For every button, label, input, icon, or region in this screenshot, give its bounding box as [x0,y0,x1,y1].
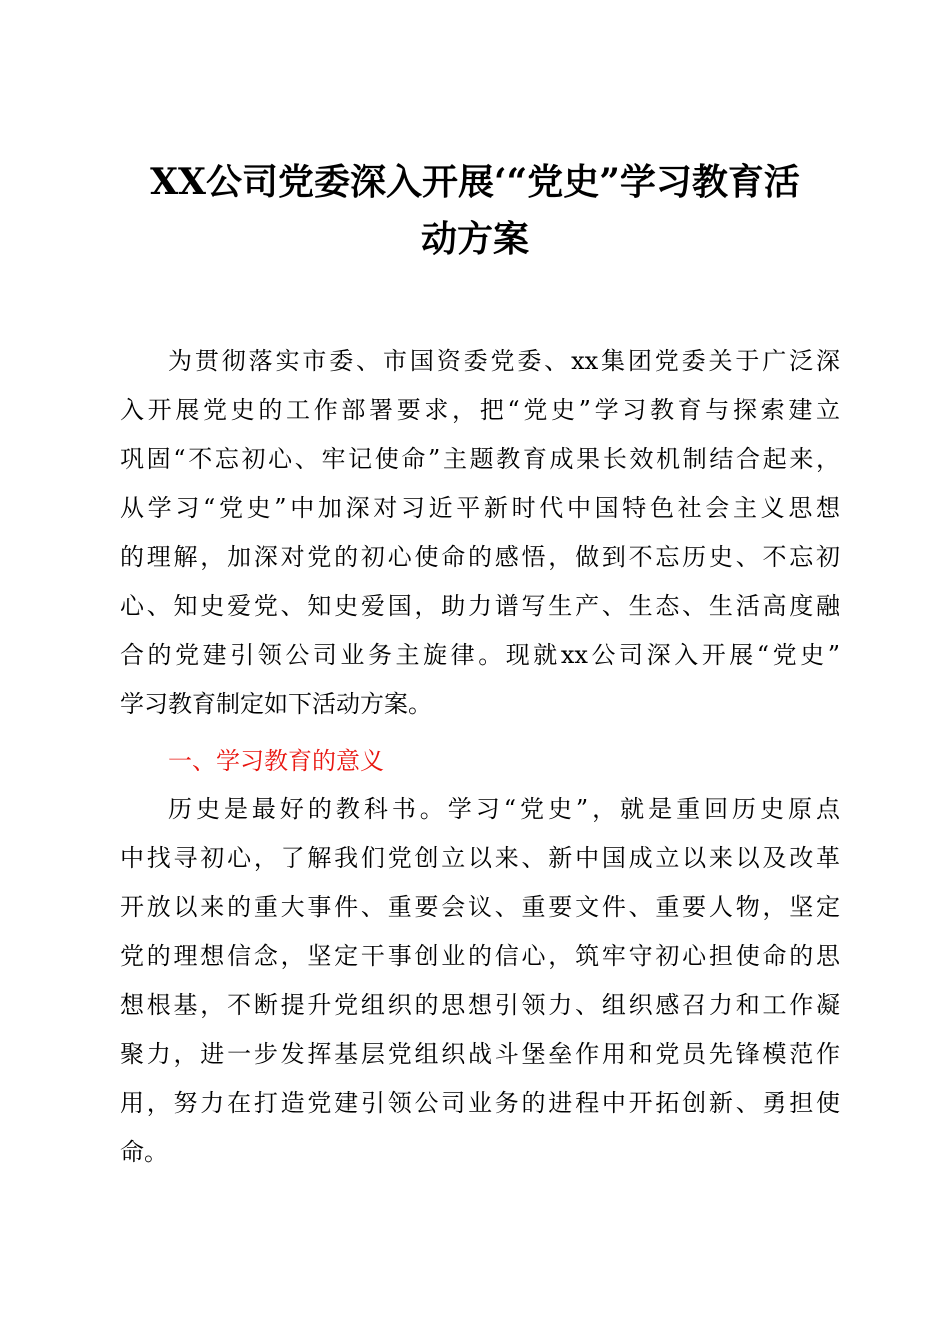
document-title-line-2: 动方案 [420,218,529,260]
paragraph-line: 想根基，不断提升党组织的思想引领力、组织感召力和工作凝 [120,991,840,1019]
paragraph-line: 中找寻初心，了解我们党创立以来、新中国成立以来以及改革 [120,844,840,872]
paragraph-line: 巩固“不忘初心、牢记使命”主题教育成果长效机制结合起来， [120,445,840,473]
paragraph-line: 心、知史爱党、知史爱国，助力谱写生产、生态、生活高度融 [120,592,840,620]
intro-paragraph [120,337,840,729]
section-paragraph [120,785,840,1177]
paragraph-line: 命。 [120,1138,168,1166]
paragraph-line: 为贯彻落实市委、市国资委党委、xx集团党委关于广泛深 [168,347,840,375]
paragraph-line: 的理解，加深对党的初心使命的感悟，做到不忘历史、不忘初 [120,543,840,571]
paragraph-line: 从学习“党史”中加深对习近平新时代中国特色社会主义思想 [120,494,840,522]
paragraph-line: 学习教育制定如下活动方案。 [120,690,432,718]
paragraph-line: 聚力，进一步发挥基层党组织战斗堡垒作用和党员先锋模范作 [120,1040,840,1068]
paragraph-line: 用，努力在打造党建引领公司业务的进程中开拓创新、勇担使 [120,1089,840,1117]
paragraph-line: 党的理想信念，坚定干事创业的信心，筑牢守初心担使命的思 [120,942,840,970]
document-title-line-1: XX公司党委深入开展‘“党史”学习教育活 [150,161,800,203]
paragraph-line: 入开展党史的工作部署要求，把“党史”学习教育与探索建立 [120,396,840,424]
paragraph-line: 开放以来的重大事件、重要会议、重要文件、重要人物，坚定 [120,893,840,921]
section-heading: 一、学习教育的意义 [168,747,384,775]
paragraph-line: 合的党建引领公司业务主旋律。现就xx公司深入开展“党史” [120,641,840,669]
paragraph-line: 历史是最好的教科书。学习“党史”，就是重回历史原点 [168,795,840,823]
